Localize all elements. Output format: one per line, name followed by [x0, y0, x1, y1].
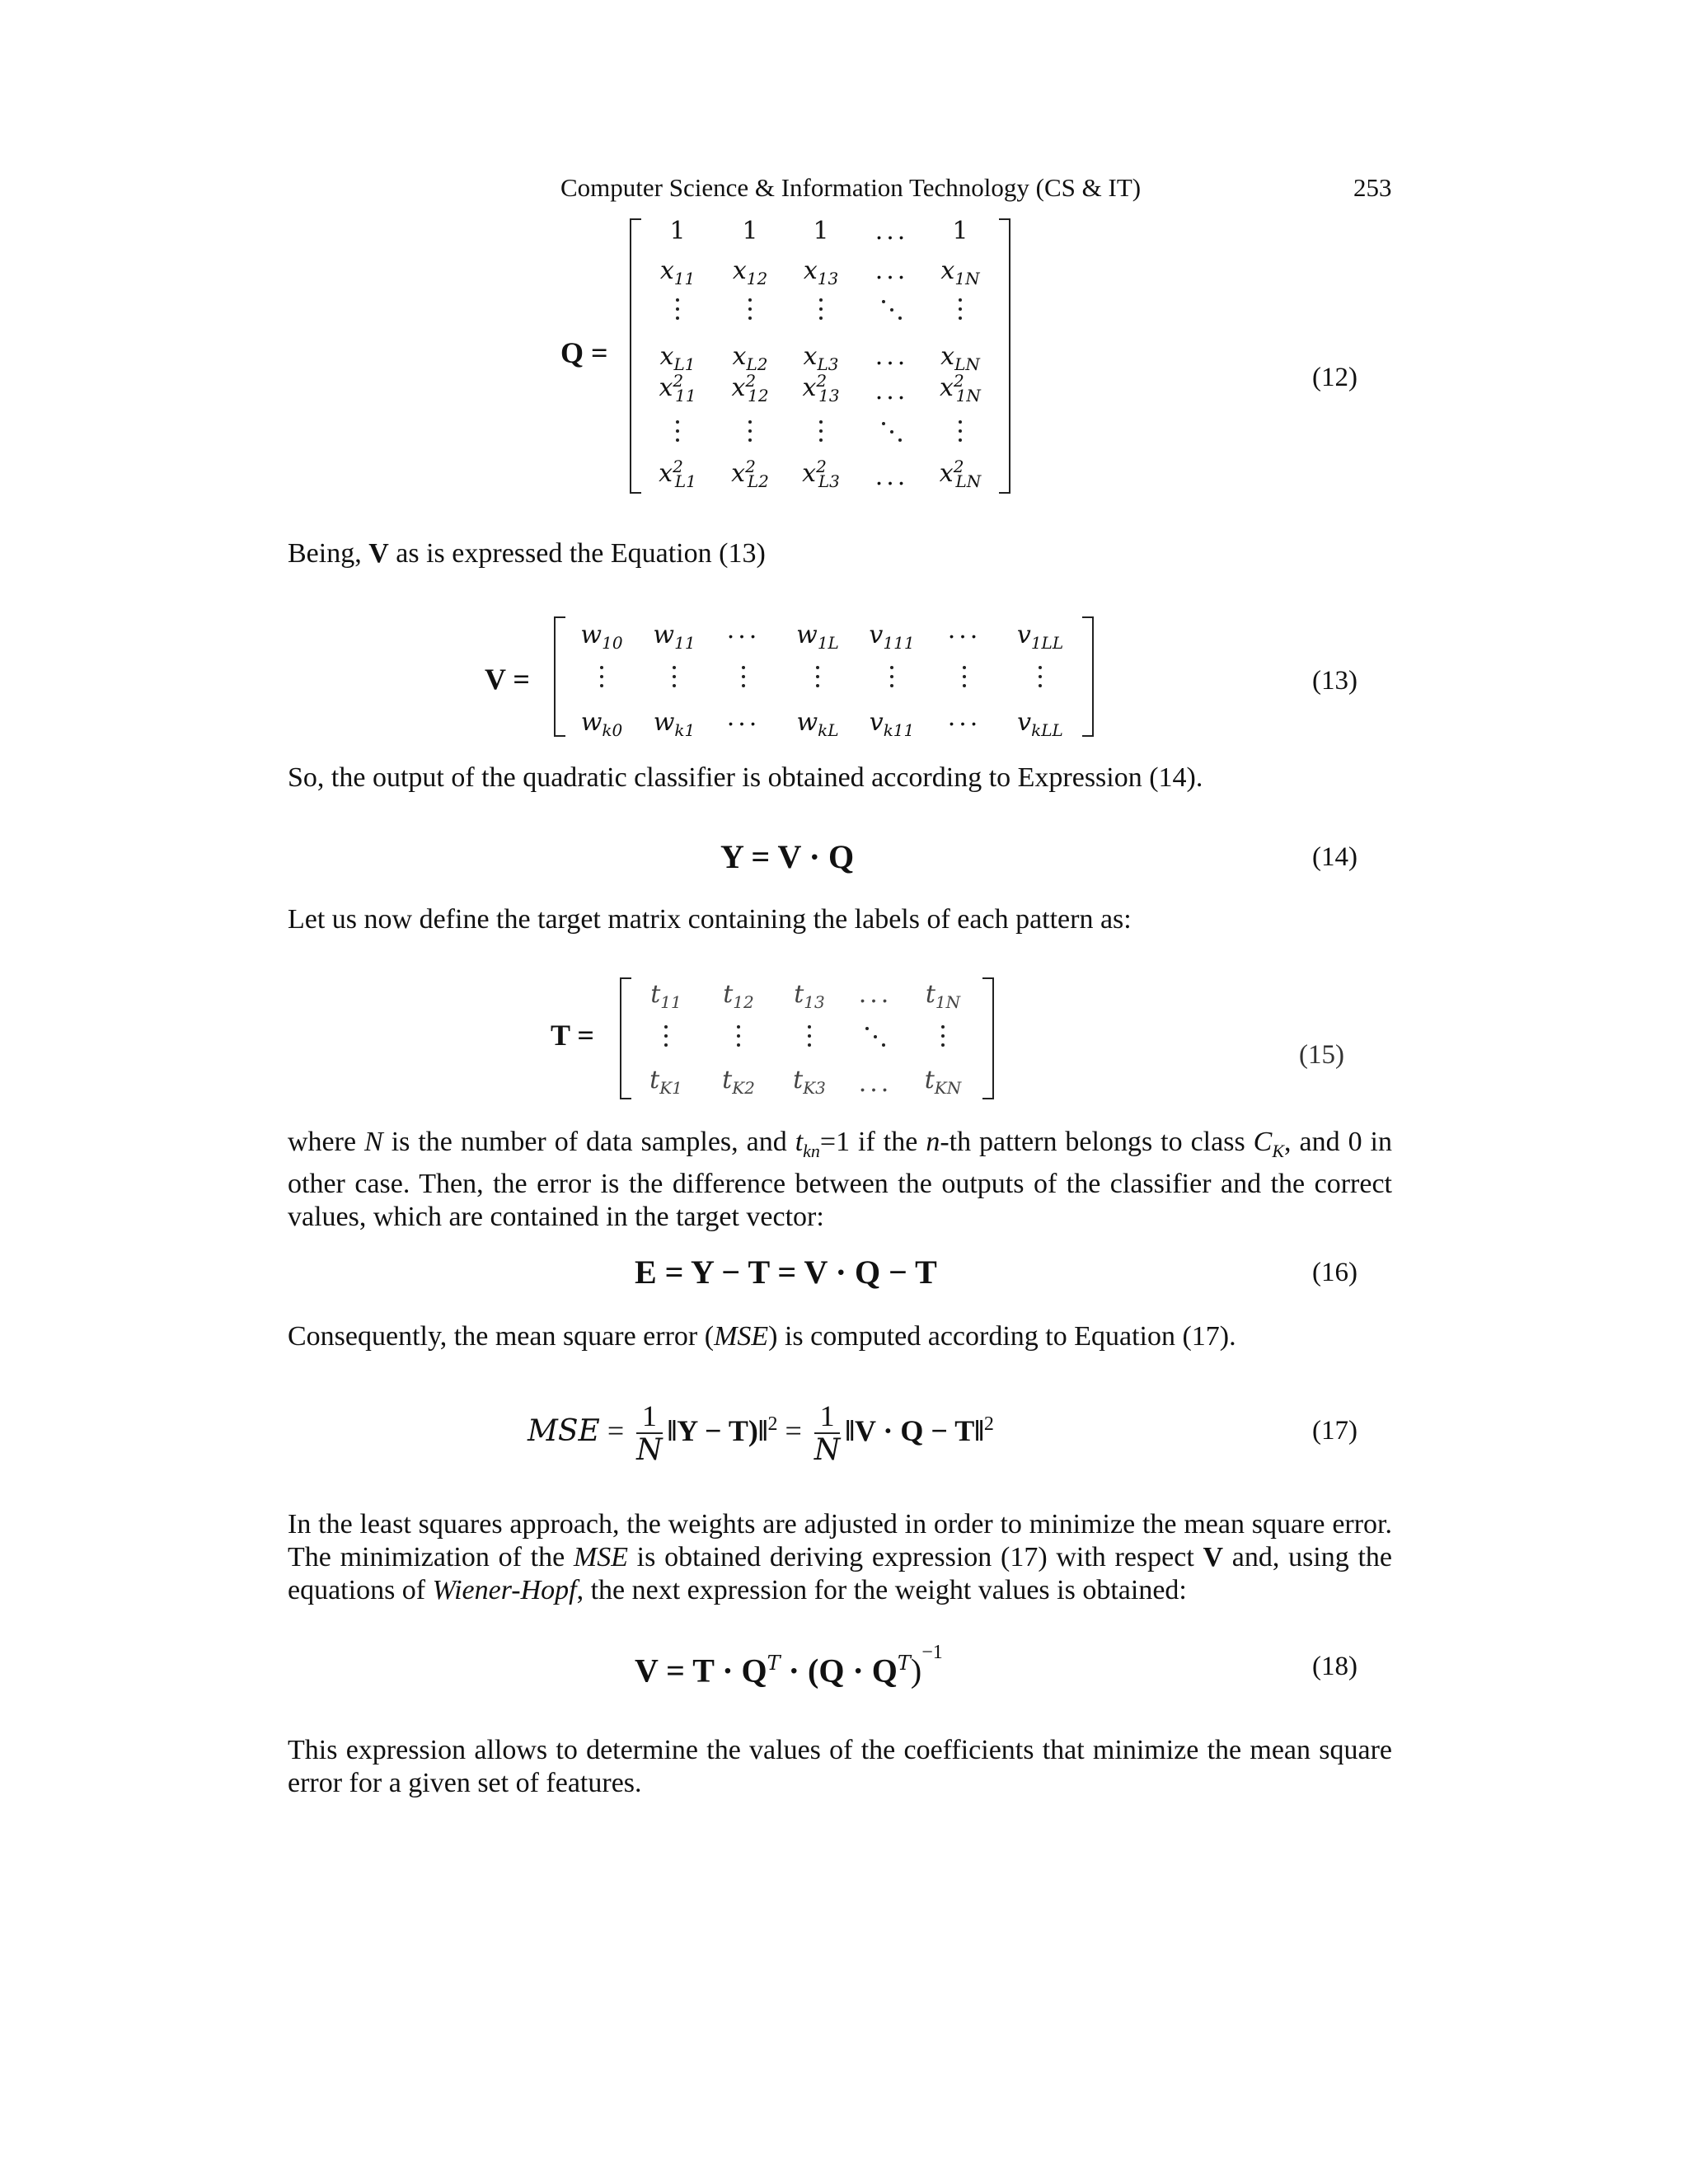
matrix-cell: $v_{111}$: [869, 621, 915, 653]
text: is obtained deriving expression (17) with respect: [627, 1542, 1203, 1572]
eq18-part2: · (Q · Q: [780, 1652, 898, 1690]
matrix-cell: $w_{10}$: [580, 621, 623, 653]
eq12-lhs: Q =: [560, 336, 608, 369]
vertical-dots: [958, 298, 963, 326]
eq12-number: (12): [1312, 363, 1357, 392]
matrix-cell: $v_{k11}$: [869, 708, 915, 740]
matrix-cell: $x^2_{1N}$: [940, 371, 981, 405]
matrix-cell: 1: [742, 217, 758, 246]
eq13-left-bracket: [554, 616, 565, 737]
text: where: [288, 1127, 365, 1157]
paragraph-least-squares: [288, 1508, 1392, 1607]
text-italic: K: [1272, 1140, 1285, 1161]
vertical-dots: [672, 666, 677, 693]
text-bold: V: [1203, 1542, 1224, 1572]
eq17-expression: MSE = $\frac{1}{N}$ ‖Y − T)‖$^2$ = $\frac{1}{N}$ ‖V · Q − T‖$^2$: [528, 1399, 994, 1467]
text: In the least squares approach, the weights are adjusted in order to minimize the mean square error. The minimization of the: [288, 1509, 1392, 1572]
eq17-denominator: N: [814, 1432, 841, 1467]
eq13-lhs: V =: [485, 663, 530, 696]
eq18-number: (18): [1312, 1652, 1357, 1681]
eq13-right-bracket: [1082, 616, 1094, 737]
matrix-cell: ...: [858, 980, 893, 1009]
matrix-cell: ...: [726, 616, 761, 644]
vertical-dots: [962, 666, 967, 693]
text-italic: N: [364, 1127, 383, 1157]
matrix-cell: ...: [874, 377, 909, 405]
matrix-cell: 1: [813, 217, 829, 246]
paragraph-where: [288, 1126, 1392, 1234]
vertical-dots: [1038, 666, 1043, 693]
matrix-cell: $x_{13}$: [803, 256, 839, 288]
matrix-cell: $x_{L1}$: [659, 342, 696, 374]
matrix-cell: $x^2_{LN}$: [939, 457, 982, 491]
diagonal-dots: [879, 420, 904, 445]
paragraph-consequently: [288, 1320, 1392, 1353]
text: -th pattern belongs to class: [940, 1127, 1254, 1157]
matrix-cell: $v_{1LL}$: [1016, 621, 1064, 653]
text: , the next expression for the weight values is obtained:: [576, 1575, 1187, 1605]
eq18-inverse: −1: [921, 1642, 943, 1663]
matrix-cell: ...: [947, 703, 982, 732]
matrix-cell: ...: [947, 616, 982, 644]
matrix-cell: $t_{KN}$: [924, 1066, 962, 1098]
text: Being,: [288, 538, 369, 569]
matrix-cell: ...: [874, 342, 909, 371]
matrix-cell: $x^2_{L1}$: [659, 457, 696, 491]
matrix-cell: $t_{1N}$: [925, 980, 961, 1012]
matrix-cell: $w_{11}$: [653, 621, 696, 653]
vertical-dots: [748, 420, 753, 448]
eq14-expression: Y = V · Q: [720, 838, 855, 875]
eq17-lhs: MSE: [528, 1413, 600, 1448]
running-header: Computer Science & Information Technology (CS & IT): [560, 173, 1142, 202]
matrix-cell: 1: [669, 217, 686, 246]
eq17-term1: ‖Y − T)‖: [667, 1413, 768, 1447]
vertical-dots: [958, 420, 963, 448]
eq16-expression: E = Y − T = V · Q − T: [635, 1254, 937, 1291]
matrix-cell: ...: [874, 462, 909, 491]
eq18-expression: [635, 1642, 943, 1690]
matrix-cell: $x^2_{L2}$: [731, 457, 769, 491]
eq17-number: (17): [1312, 1416, 1357, 1446]
matrix-cell: $x_{11}$: [659, 256, 696, 288]
paragraph-output: So, the output of the quadratic classifier is obtained according to Expression (14).: [288, 762, 1203, 793]
eq15-left-bracket: [620, 977, 631, 1099]
vertical-dots: [940, 1025, 945, 1052]
text: as is expressed the Equation (13): [388, 538, 766, 569]
text: ) is computed according to Equation (17).: [768, 1321, 1236, 1352]
matrix-cell: 1: [952, 217, 968, 246]
eq15-right-bracket: [982, 977, 994, 1099]
text-italic: t: [795, 1127, 804, 1157]
eq15-number: (15): [1299, 1040, 1344, 1070]
matrix-cell: $v_{kLL}$: [1017, 708, 1063, 740]
vertical-dots: [818, 298, 823, 326]
matrix-cell: $x_{L2}$: [732, 342, 768, 374]
eq18-transpose: T: [897, 1652, 911, 1675]
diagonal-dots: [879, 298, 904, 323]
vertical-dots: [889, 666, 894, 693]
matrix-cell: ...: [874, 217, 909, 246]
matrix-cell: $x_{L3}$: [803, 342, 839, 374]
vertical-dots: [818, 420, 823, 448]
vertical-dots: [675, 298, 680, 326]
page-number: 253: [1353, 173, 1392, 202]
matrix-cell: $w_{k1}$: [653, 708, 696, 740]
paragraph-final: This expression allows to determine the values of the coefficients that minimize the mean square error for a given set of features.: [288, 1735, 1392, 1798]
diagonal-dots: [863, 1025, 888, 1050]
vertical-dots: [815, 666, 820, 693]
matrix-cell: $w_{k0}$: [580, 708, 623, 740]
text-italic: kn: [803, 1140, 820, 1161]
text: Consequently, the mean square error (: [288, 1321, 715, 1352]
matrix-cell: ...: [726, 703, 761, 732]
text-italic: n: [926, 1127, 940, 1157]
text-italic: MSE: [573, 1542, 628, 1572]
eq12-left-bracket: [630, 218, 641, 494]
matrix-cell: ...: [874, 256, 909, 285]
text: , and 0 in other case. Then, the error is the difference between the outputs of the classifier and the correct values, which are contained in the target vector:: [288, 1127, 1392, 1232]
matrix-cell: $t_{13}$: [794, 980, 825, 1012]
vertical-dots: [663, 1025, 668, 1052]
eq16-number: (16): [1312, 1258, 1357, 1287]
matrix-cell: $t_{K1}$: [649, 1066, 682, 1098]
eq17-term2: ‖V · Q − T‖: [845, 1413, 984, 1447]
matrix-cell: ...: [858, 1069, 893, 1098]
eq18-close-paren: ): [910, 1652, 922, 1690]
text: =1 if the: [819, 1127, 926, 1157]
vertical-dots: [599, 666, 604, 693]
vertical-dots: [736, 1025, 741, 1052]
matrix-cell: $x^2_{13}$: [802, 371, 840, 405]
text-italic: C: [1253, 1127, 1273, 1157]
paragraph-being: [288, 537, 1392, 570]
text: and, using the equations of: [288, 1542, 1392, 1605]
vertical-dots: [741, 666, 746, 693]
text-italic: MSE: [714, 1321, 769, 1352]
vertical-dots: [675, 420, 680, 448]
eq14-number: (14): [1312, 842, 1357, 872]
matrix-cell: $x_{LN}$: [940, 342, 980, 374]
matrix-cell: $x_{12}$: [732, 256, 768, 288]
paragraph-target: Let us now define the target matrix containing the labels of each pattern as:: [288, 904, 1132, 935]
matrix-cell: $x^2_{12}$: [731, 371, 769, 405]
text: is the number of data samples, and: [382, 1127, 795, 1157]
matrix-cell: $t_{K3}$: [793, 1066, 826, 1098]
text-bold: V: [368, 538, 389, 569]
vertical-dots: [807, 1025, 812, 1052]
eq17-numerator: 1: [636, 1401, 663, 1434]
eq13-number: (13): [1312, 666, 1357, 696]
matrix-cell: $w_{kL}$: [796, 708, 839, 740]
matrix-cell: $t_{11}$: [650, 980, 682, 1012]
matrix-cell: $t_{12}$: [723, 980, 754, 1012]
eq18-part1: V = T · Q: [635, 1652, 767, 1690]
eq18-transpose: T: [767, 1652, 781, 1675]
eq15-lhs: T =: [551, 1019, 594, 1052]
text-italic: Wiener-Hopf: [432, 1575, 577, 1605]
matrix-cell: $t_{K2}$: [722, 1066, 755, 1098]
matrix-cell: $x_{1N}$: [940, 256, 980, 288]
matrix-cell: $x^2_{11}$: [659, 371, 696, 405]
eq17-power: 2: [767, 1413, 778, 1435]
eq17-numerator: 1: [814, 1401, 841, 1434]
matrix-cell: $w_{1L}$: [796, 621, 839, 653]
matrix-cell: $x^2_{L3}$: [802, 457, 840, 491]
vertical-dots: [748, 298, 753, 326]
eq17-power: 2: [983, 1413, 994, 1435]
eq12-right-bracket: [999, 218, 1010, 494]
eq17-denominator: N: [636, 1432, 663, 1467]
